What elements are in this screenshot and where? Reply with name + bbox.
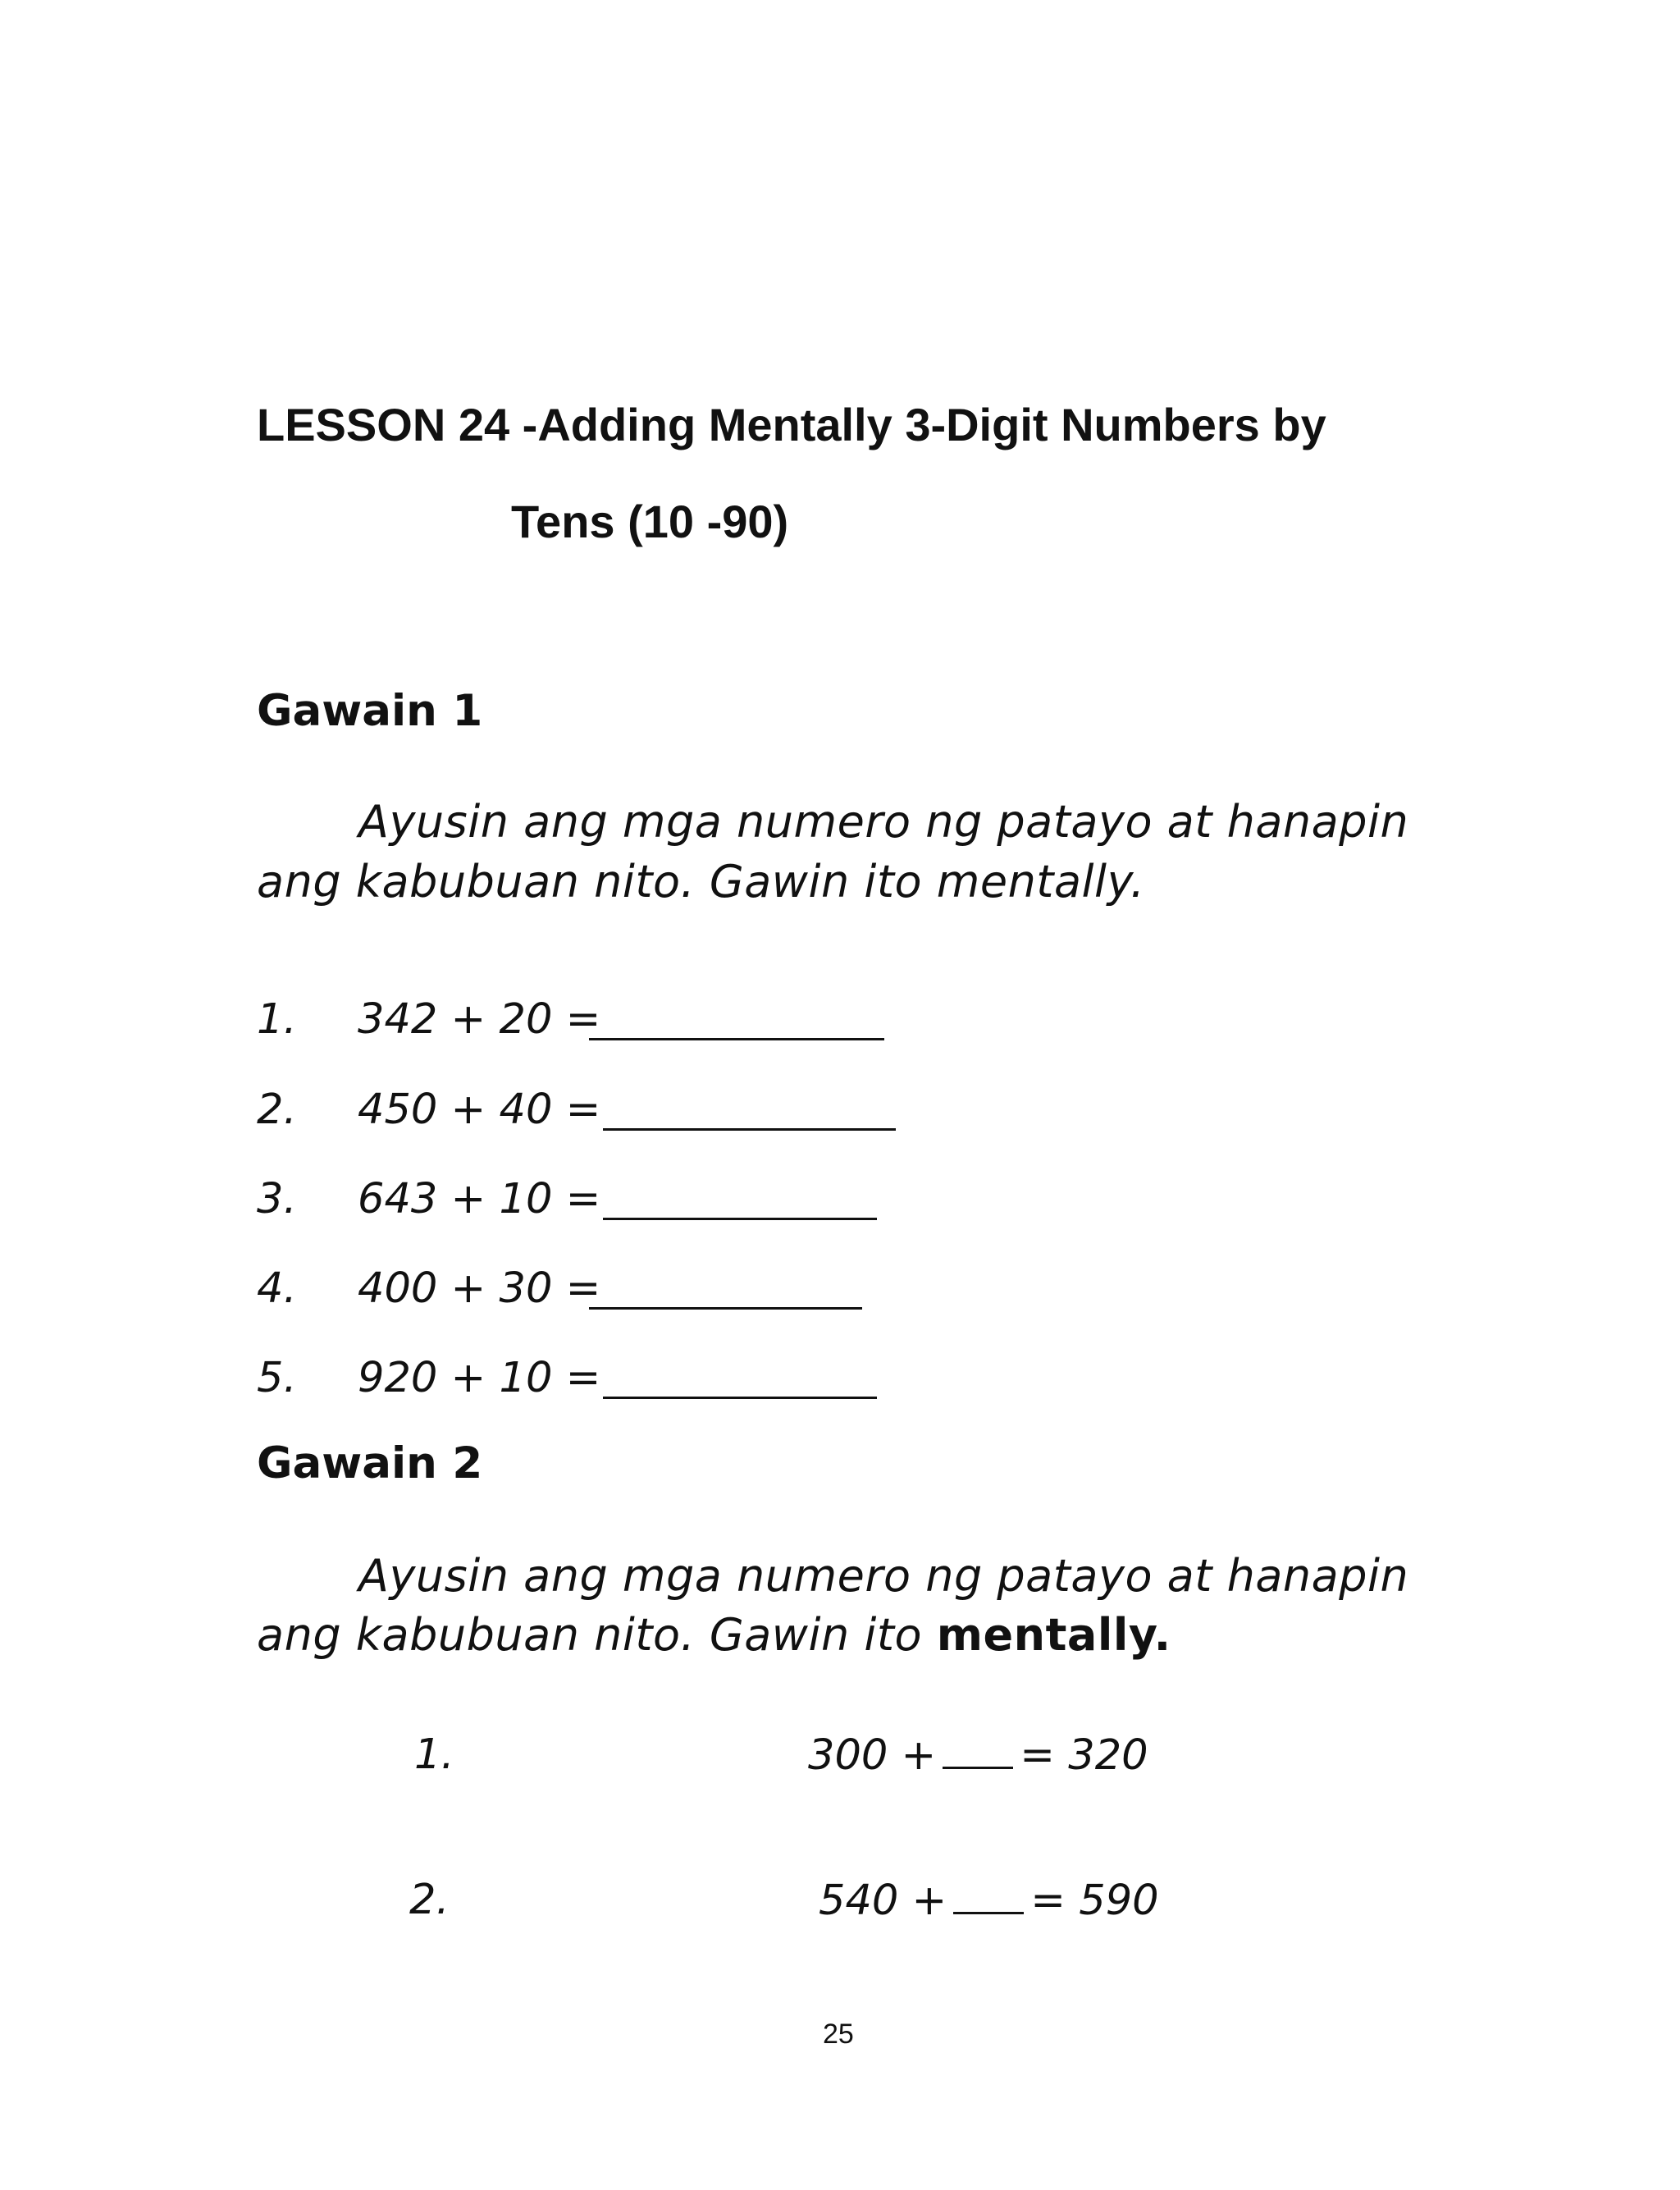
gawain1-instruction-line2: ang kabubuan nito. Gawin ito mentally. [257, 856, 1145, 908]
gawain2-instruction-line1: Ayusin ang mga numero ng patayo at hanapin [358, 1550, 1409, 1602]
item-equation [808, 1731, 1148, 1780]
answer-blank[interactable] [603, 1397, 877, 1399]
item-expression: 450 + 40 = [358, 1086, 601, 1134]
item-expression: 920 + 10 = [358, 1354, 601, 1402]
answer-blank[interactable] [953, 1879, 1024, 1914]
answer-blank[interactable] [589, 1307, 862, 1310]
item-expression: 400 + 30 = [358, 1264, 601, 1313]
page-number: 25 [823, 2019, 854, 2050]
answer-blank[interactable] [603, 1218, 877, 1220]
item-expression: 342 + 20 = [358, 995, 601, 1044]
item-number: 4. [257, 1264, 297, 1313]
equation-right: = 590 [1030, 1877, 1159, 1925]
answer-blank[interactable] [943, 1734, 1013, 1769]
item-expression: 643 + 10 = [358, 1175, 601, 1223]
item-number: 2. [409, 1876, 450, 1924]
answer-blank[interactable] [603, 1128, 896, 1131]
item-number: 5. [257, 1354, 297, 1402]
gawain1-instruction-line1: Ayusin ang mga numero ng patayo at hanapin [358, 796, 1409, 848]
instruction-bold-word: mentally. [936, 1609, 1171, 1661]
answer-blank[interactable] [589, 1038, 884, 1040]
instruction-text: ang kabubuan nito. Gawin ito [257, 1609, 923, 1661]
lesson-title-line2: Tens (10 -90) [511, 496, 789, 547]
equation-left: 540 + [819, 1877, 947, 1925]
item-number: 3. [257, 1175, 297, 1223]
lesson-title-line1: LESSON 24 -Adding Mentally 3-Digit Numbers by [257, 399, 1326, 450]
equation-left: 300 + [808, 1731, 937, 1780]
item-number: 1. [414, 1731, 454, 1779]
gawain2-instruction-line2 [257, 1609, 1171, 1661]
gawain1-heading: Gawain 1 [257, 686, 483, 736]
item-equation [819, 1877, 1159, 1925]
gawain2-heading: Gawain 2 [257, 1438, 483, 1488]
item-number: 1. [257, 995, 297, 1044]
equation-right: = 320 [1020, 1731, 1148, 1780]
item-number: 2. [257, 1086, 297, 1134]
